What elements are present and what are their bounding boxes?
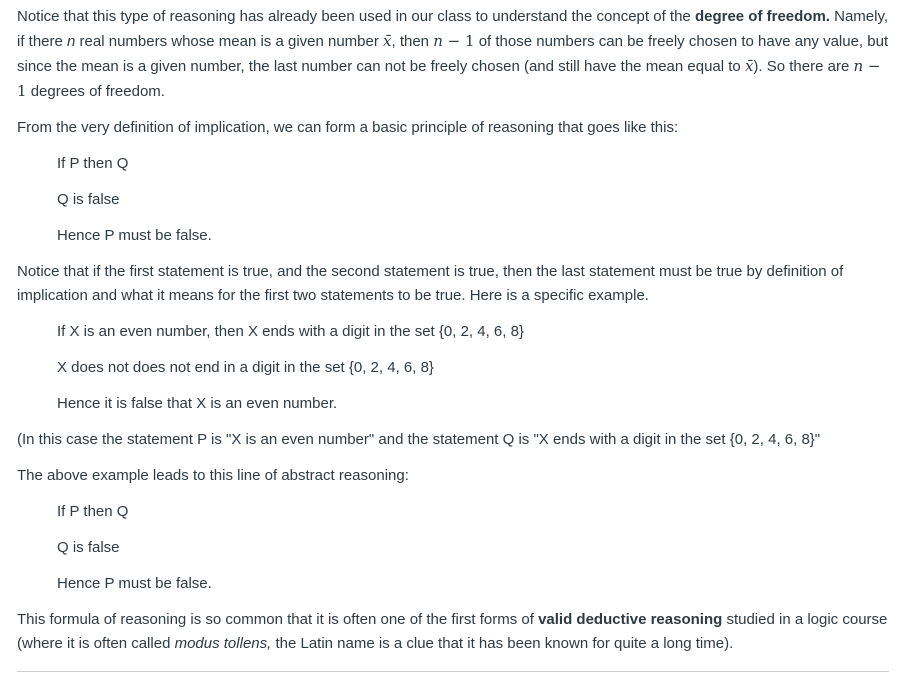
- conclusion-line: Hence P must be false.: [57, 227, 212, 244]
- premise-line: If P then Q: [57, 155, 129, 172]
- math-x-bar: x̄: [744, 57, 754, 75]
- paragraph-case-note: (In this case the statement P is "X is an even number" and the statement Q is "X ends with a digit in the set {0, 2, 4, 6, 8}": [17, 431, 821, 448]
- math-n: n: [853, 57, 864, 75]
- math-x-bar: x̄: [383, 32, 392, 50]
- bold-term-degree-of-freedom: degree of freedom.: [694, 8, 830, 25]
- horizontal-divider: [17, 671, 889, 672]
- italic-term-modus-tollens: modus tollens,: [174, 635, 272, 652]
- math-n: n: [433, 32, 443, 50]
- premise-line: Q is false: [57, 191, 120, 208]
- paragraph-modus-tollens: This formula of reasoning is so common that it is often one of the first forms of valid deductive reasoning studied in a logic course (where it is often called modus tollens, the Latin name is a clue that it has been known for quite a long time).: [17, 611, 888, 652]
- paragraph-degree-of-freedom: Notice that this type of reasoning has already been used in our class to understand the concept of the degree of freedom. Namely, if there n real numbers whose mean is a given number x̄, then n − 1 of those numbers can be freely chosen to have any value, but since the mean is a given number, the last number can not be freely chosen (and still have the mean equal to x̄). So there are n − 1 degrees of freedom.: [17, 8, 889, 100]
- example-line: X does not does not end in a digit in the set {0, 2, 4, 6, 8}: [57, 359, 434, 376]
- paragraph-abstract-intro: The above example leads to this line of abstract reasoning:: [17, 467, 409, 484]
- paragraph-implication-intro: From the very definition of implication, we can form a basic principle of reasoning that goes like this:: [17, 119, 679, 136]
- example-line: If X is an even number, then X ends with a digit in the set {0, 2, 4, 6, 8}: [57, 323, 524, 340]
- premise-line: If P then Q: [57, 503, 129, 520]
- bold-term-valid-deductive-reasoning: valid deductive reasoning: [538, 611, 723, 628]
- premise-line: Q is false: [57, 539, 120, 556]
- example-line: Hence it is false that X is an even number.: [57, 395, 338, 412]
- conclusion-line: Hence P must be false.: [57, 575, 212, 592]
- article-body: [17, 5, 889, 668]
- paragraph-explanation: Notice that if the first statement is true, and the second statement is true, then the last statement must be true by definition of implication and what it means for the first two statements to be true. Here is a specific example.: [17, 263, 844, 304]
